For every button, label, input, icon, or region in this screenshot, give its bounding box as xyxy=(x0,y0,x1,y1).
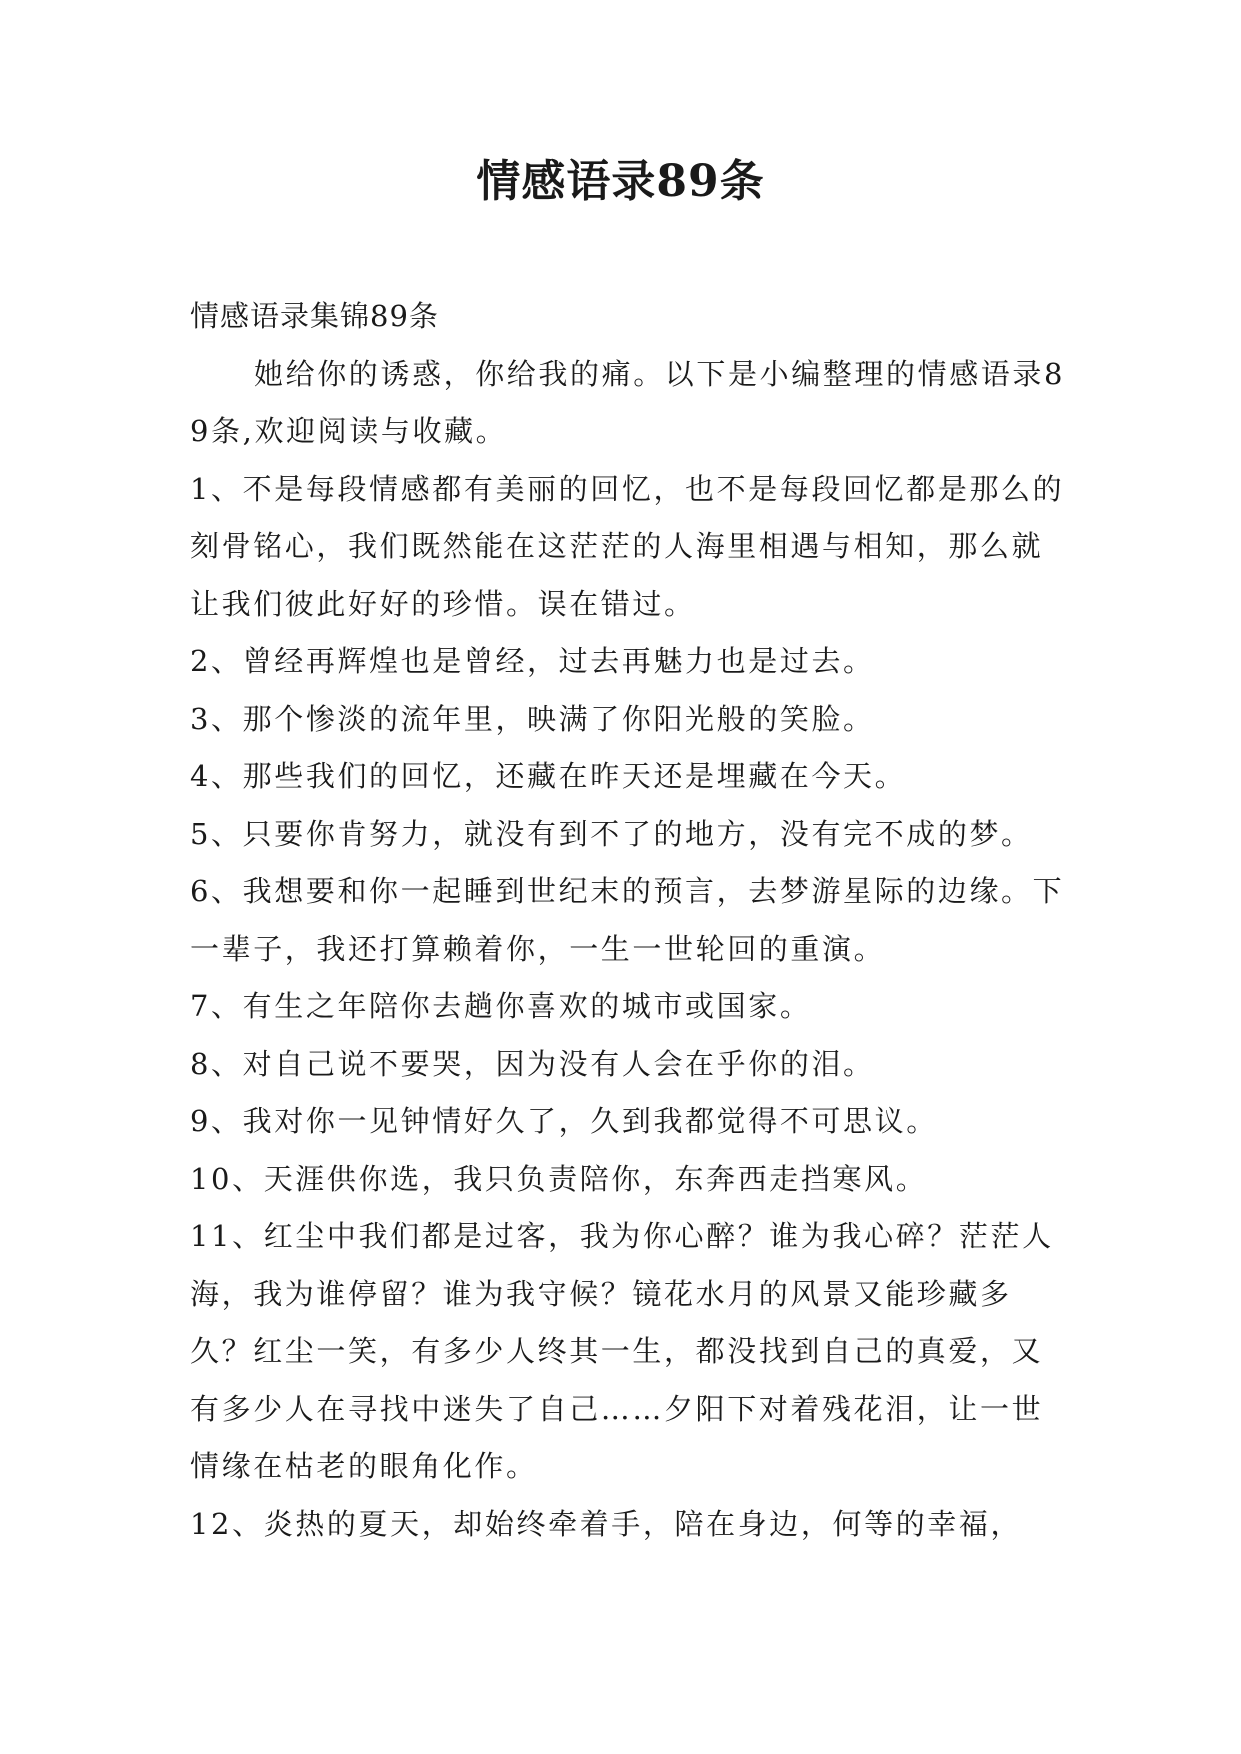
document-subtitle: 情感语录集锦89条 xyxy=(190,299,439,333)
quote-item-2: 2、曾经再辉煌也是曾经，过去再魅力也是过去。 xyxy=(190,644,875,678)
quote-item-11: 11、红尘中我们都是过客，我为你心醉？谁为我心碎？茫茫人海，我为谁停留？谁为我守候？镜花水月的风景又能珍藏多久？红尘一笑，有多少人终其一生，都没找到自己的真爱，又有多少人在寻找中迷失了自己……夕阳下对着残花泪，让一世情缘在枯老的眼角化作。 xyxy=(190,1219,1054,1483)
document-body xyxy=(190,288,1070,1553)
quote-item-9: 9、我对你一见钟情好久了，久到我都觉得不可思议。 xyxy=(190,1104,938,1138)
quote-item-8: 8、对自己说不要哭，因为没有人会在乎你的泪。 xyxy=(190,1046,875,1081)
quote-item-7: 7、有生之年陪你去趟你喜欢的城市或国家。 xyxy=(190,989,812,1023)
intro-paragraph: 她给你的诱惑，你给我的痛。以下是小编整理的情感语录89条,欢迎阅读与收藏。 xyxy=(190,356,1066,448)
quote-item-4: 4、那些我们的回忆，还藏在昨天还是埋藏在今天。 xyxy=(190,759,907,793)
quote-item-10: 10、天涯供你选，我只负责陪你，东奔西走挡寒风。 xyxy=(190,1161,928,1196)
quote-item-6: 6、我想要和你一起睡到世纪末的预言，去梦游星际的边缘。下一辈子，我还打算赖着你，一生一世轮回的重演。 xyxy=(190,874,1065,966)
quote-item-1: 1、不是每段情感都有美丽的回忆，也不是每段回忆都是那么的刻骨铭心，我们既然能在这茫茫的人海里相遇与相知，那么就让我们彼此好好的珍惜。误在错过。 xyxy=(190,471,1065,621)
quote-item-12: 12、炎热的夏天，却始终牵着手，陪在身边，何等的幸福， xyxy=(190,1506,1023,1541)
quote-item-3: 3、那个惨淡的流年里，映满了你阳光般的笑脸。 xyxy=(190,701,875,736)
document-title: 情感语录89条 xyxy=(476,156,765,207)
quote-item-5: 5、只要你肯努力，就没有到不了的地方，没有完不成的梦。 xyxy=(190,816,1033,851)
